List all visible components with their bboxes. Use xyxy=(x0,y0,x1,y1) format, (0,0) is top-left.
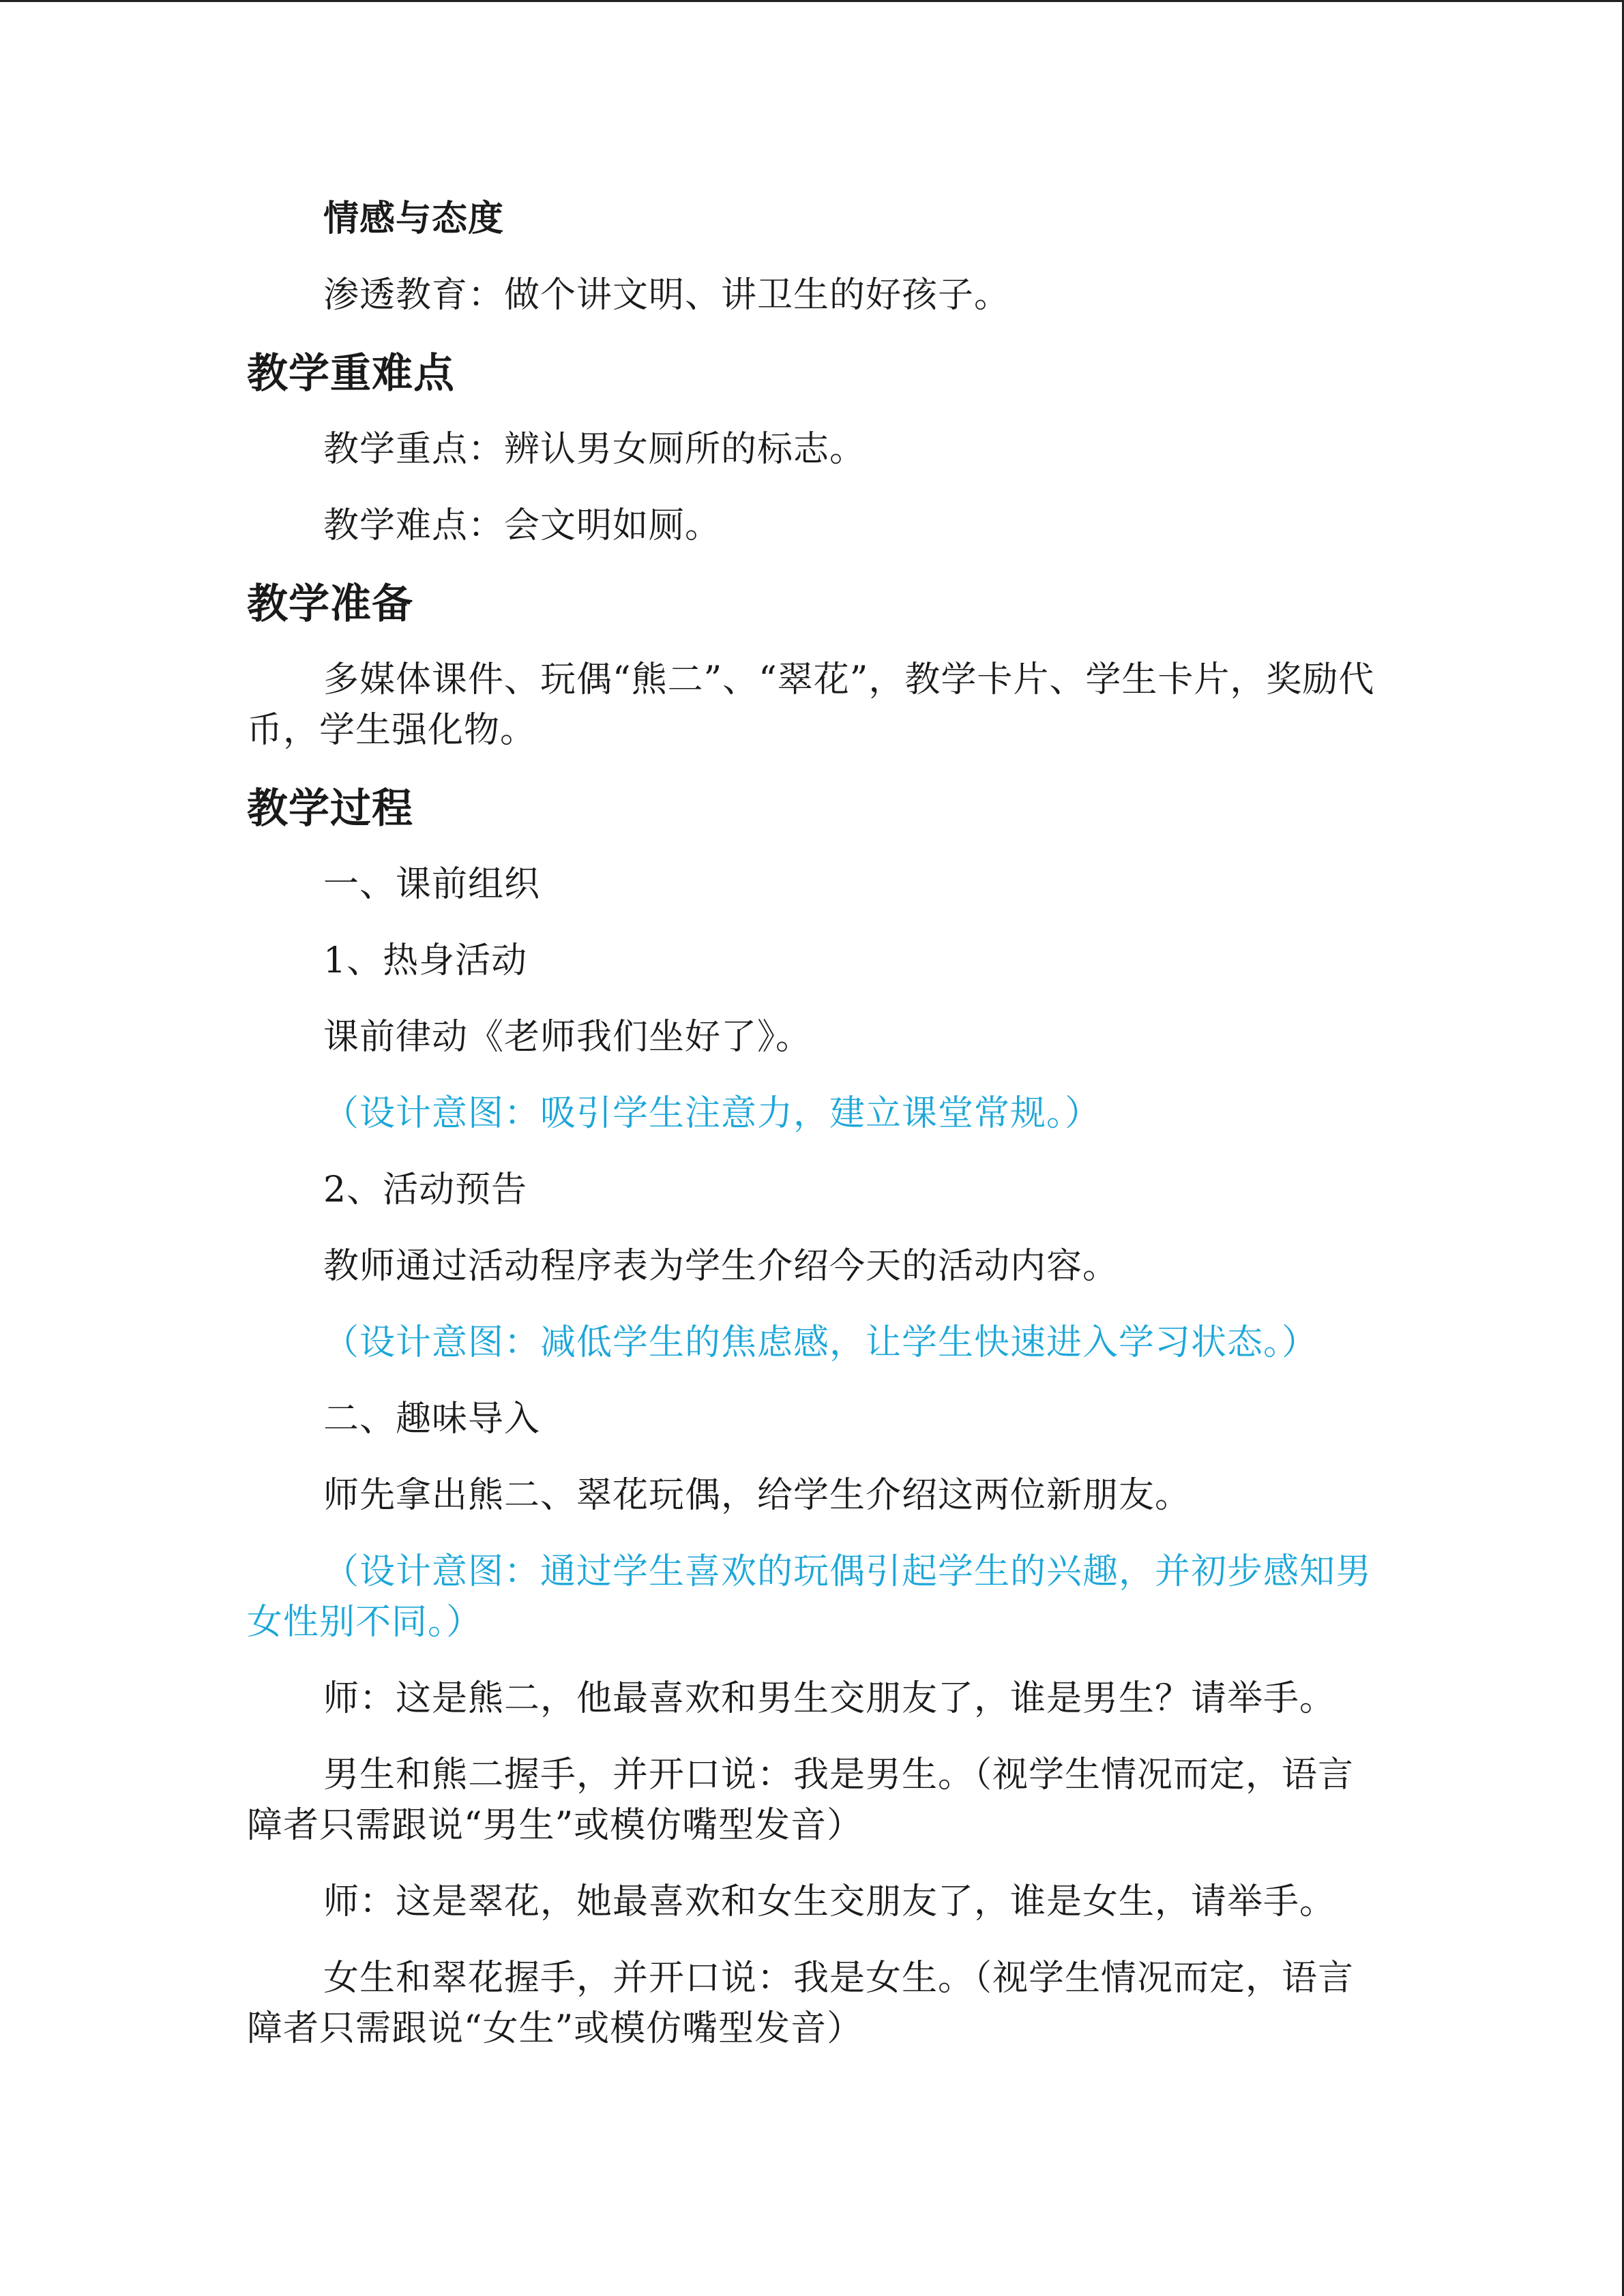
document-body xyxy=(247,194,1379,2080)
heading-teaching-process: 教学过程 xyxy=(247,785,413,833)
design-intent-3: （设计意图：通过学生喜欢的玩偶引起学生的兴趣，并初步感知男女性别不同。） xyxy=(247,1551,1372,1643)
paragraph-emotion-goal: 渗透教育：做个讲文明、讲卫生的好孩子。 xyxy=(323,275,1011,316)
paragraph-intro-dolls: 师先拿出熊二、翠花玩偶，给学生介绍这两位新朋友。 xyxy=(323,1475,1192,1516)
paragraph-section-one: 一、课前组织 xyxy=(323,864,541,905)
heading-teaching-preparation: 教学准备 xyxy=(247,580,413,628)
paragraph-preparation-materials: 多媒体课件、玩偶“熊二”、“翠花”，教学卡片、学生卡片，奖励代币，学生强化物。 xyxy=(247,659,1375,751)
paragraph-section-two: 二、趣味导入 xyxy=(323,1399,541,1440)
heading-key-difficult-points: 教学重难点 xyxy=(247,350,455,398)
paragraph-difficult-point: 教学难点：会文明如厕。 xyxy=(323,505,722,546)
paragraph-warmup-rhythm: 课前律动《老师我们坐好了》。 xyxy=(323,1017,812,1058)
design-intent-2: （设计意图：减低学生的焦虑感，让学生快速进入学习状态。） xyxy=(323,1322,1318,1363)
paragraph-preview-detail: 教师通过活动程序表为学生介绍今天的活动内容。 xyxy=(323,1246,1119,1287)
paragraph-teacher-boys: 师：这是熊二，他最喜欢和男生交朋友了，谁是男生？请举手。 xyxy=(323,1678,1336,1719)
subheading-emotion-attitude: 情感与态度 xyxy=(323,198,505,239)
paragraph-girls-response: 女生和翠花握手，并开口说：我是女生。（视学生情况而定，语言障者只需跟说“女生”或模仿嘴型发音） xyxy=(247,1958,1355,2049)
paragraph-activity-preview: 2、活动预告 xyxy=(323,1169,528,1210)
paragraph-key-point: 教学重点：辨认男女厕所的标志。 xyxy=(323,429,866,470)
paragraph-boys-response: 男生和熊二握手，并开口说：我是男生。（视学生情况而定，语言障者只需跟说“男生”或模仿嘴型发音） xyxy=(247,1755,1355,1846)
paragraph-teacher-girls: 师：这是翠花，她最喜欢和女生交朋友了，谁是女生，请举手。 xyxy=(323,1881,1336,1922)
paragraph-warmup: 1、热身活动 xyxy=(323,940,528,981)
design-intent-1: （设计意图：吸引学生注意力，建立课堂常规。） xyxy=(323,1093,1102,1134)
